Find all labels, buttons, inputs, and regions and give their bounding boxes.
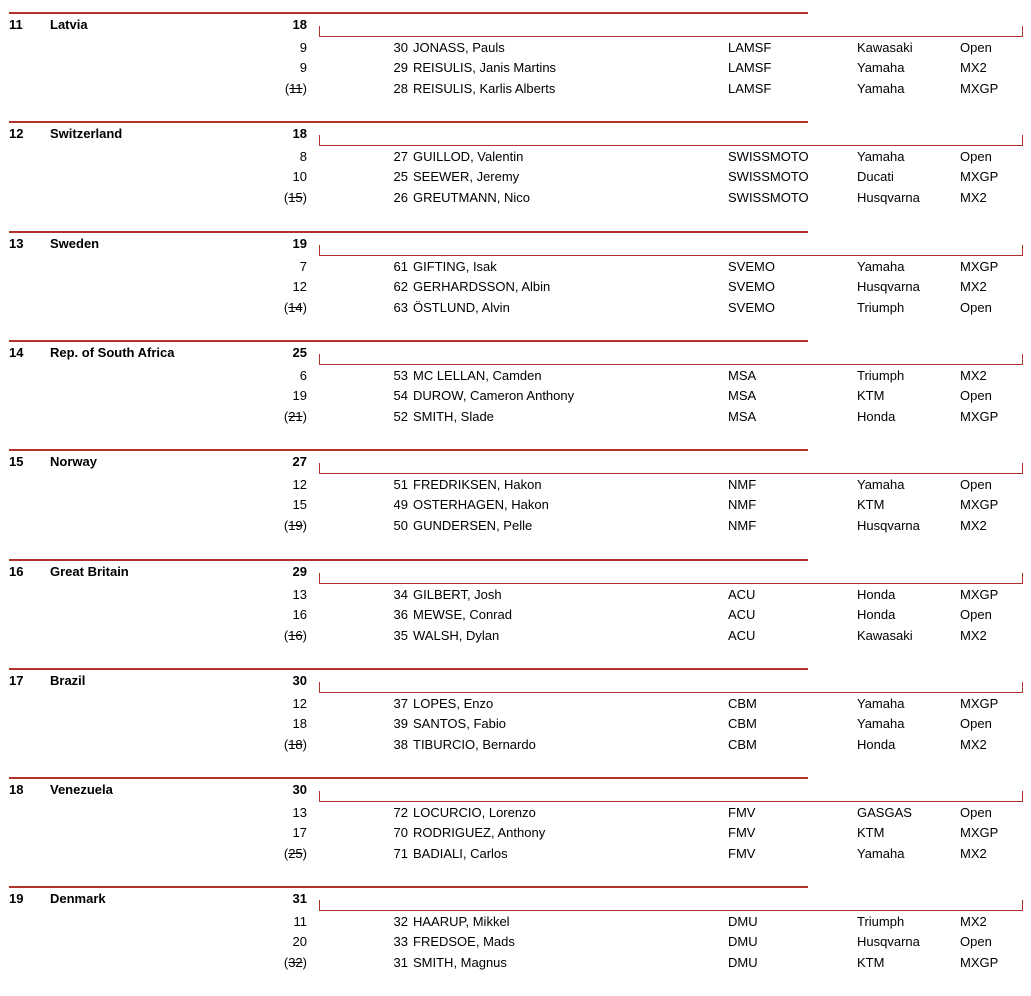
- team-bracket-line: [319, 682, 1023, 693]
- rider-number: 38: [393, 736, 408, 752]
- team-block: [0, 450, 1031, 559]
- rider-federation: LAMSF: [728, 60, 772, 75]
- team-bracket-line: [319, 573, 1023, 584]
- rider-federation: NMF: [728, 497, 757, 513]
- team-divider: [9, 121, 808, 123]
- team-country: Great Britain: [50, 563, 129, 579]
- rider-points: (19): [283, 518, 307, 534]
- rider-name: SMITH, Slade: [413, 408, 494, 424]
- rider-row: [0, 409, 1031, 429]
- team-country: Sweden: [50, 235, 100, 251]
- rider-federation: SWISSMOTO: [728, 169, 809, 185]
- rider-points: 6: [299, 367, 307, 383]
- rider-brand: Honda: [857, 736, 896, 752]
- rider-points: 17: [292, 825, 307, 841]
- rider-name: OSTERHAGEN, Hakon: [413, 497, 549, 513]
- rider-points: (15): [283, 190, 307, 206]
- rider-points: 12: [292, 477, 307, 493]
- rider-brand: Honda: [857, 606, 896, 622]
- rider-federation: NMF: [728, 477, 757, 493]
- team-block: [0, 341, 1031, 450]
- team-total-points: 27: [292, 454, 307, 470]
- team-country: Norway: [50, 454, 97, 470]
- rider-federation: FMV: [728, 805, 756, 821]
- team-bracket-line: [319, 135, 1023, 146]
- rider-points: 7: [299, 258, 307, 274]
- team-country: Brazil: [50, 672, 86, 688]
- rider-name: GIFTING, Isak: [413, 258, 497, 274]
- rider-row: [0, 497, 1031, 517]
- rider-brand: Triumph: [857, 367, 905, 383]
- rider-points: (25): [283, 846, 307, 862]
- rider-class: MXGP: [960, 955, 999, 971]
- rider-federation: SVEMO: [728, 278, 775, 294]
- rider-class: MX2: [960, 518, 987, 534]
- rider-number: 25: [393, 169, 408, 185]
- rider-number: 49: [393, 497, 408, 513]
- rider-federation: CBM: [728, 736, 757, 752]
- rider-points: 16: [292, 606, 307, 622]
- rider-class: Open: [960, 477, 992, 493]
- rider-name: DUROW, Cameron Anthony: [413, 387, 575, 403]
- rider-points: 10: [292, 169, 307, 185]
- team-divider: [9, 668, 808, 670]
- rider-brand: KTM: [857, 497, 885, 513]
- rider-number: 26: [393, 190, 408, 206]
- team-bracket-line: [319, 791, 1023, 802]
- rider-brand: Yamaha: [857, 60, 905, 75]
- rider-class: MX2: [960, 627, 987, 643]
- rider-row: [0, 805, 1031, 825]
- team-total-points: 31: [292, 891, 307, 907]
- rider-class: MXGP: [960, 695, 999, 711]
- team-block: [0, 669, 1031, 778]
- rider-row: [0, 825, 1031, 845]
- rider-row: [0, 60, 1031, 80]
- rider-row: [0, 40, 1031, 60]
- rider-class: MX2: [960, 914, 987, 930]
- team-rank: 19: [9, 891, 24, 907]
- rider-row: [0, 628, 1031, 648]
- rider-name: HAARUP, Mikkel: [413, 914, 510, 930]
- rider-brand: KTM: [857, 387, 885, 403]
- team-country: Switzerland: [50, 126, 123, 142]
- rider-class: Open: [960, 299, 992, 315]
- rider-name: TIBURCIO, Bernardo: [413, 736, 536, 752]
- rider-number: 50: [393, 518, 408, 534]
- rider-federation: DMU: [728, 914, 758, 930]
- rider-points: 8: [299, 149, 307, 165]
- rider-class: MXGP: [960, 586, 999, 602]
- rider-name: GREUTMANN, Nico: [413, 190, 531, 206]
- rider-brand: Yamaha: [857, 477, 905, 493]
- rider-row: [0, 696, 1031, 716]
- team-total-points: 30: [292, 672, 307, 688]
- rider-brand: Yamaha: [857, 715, 905, 731]
- rider-points: 9: [299, 40, 307, 55]
- rider-class: Open: [960, 606, 992, 622]
- team-divider: [9, 777, 808, 779]
- rider-name: WALSH, Dylan: [413, 627, 500, 643]
- team-rank: 14: [9, 344, 24, 360]
- rider-number: 36: [393, 606, 408, 622]
- rider-name: GUNDERSEN, Pelle: [413, 518, 533, 534]
- rider-name: SANTOS, Fabio: [413, 715, 506, 731]
- rider-number: 53: [393, 367, 408, 383]
- rider-row: [0, 368, 1031, 388]
- rider-federation: FMV: [728, 825, 756, 841]
- rider-row: [0, 190, 1031, 210]
- rider-number: 29: [393, 60, 408, 75]
- team-rank: 12: [9, 126, 24, 142]
- rider-class: MX2: [960, 736, 987, 752]
- rider-number: 37: [393, 695, 408, 711]
- rider-federation: ACU: [728, 586, 756, 602]
- team-bracket-line: [319, 463, 1023, 474]
- rider-federation: CBM: [728, 715, 757, 731]
- rider-brand: Husqvarna: [857, 518, 920, 534]
- rider-points: 12: [292, 695, 307, 711]
- rider-row: [0, 300, 1031, 320]
- rider-points: (14): [283, 299, 307, 315]
- team-divider: [9, 886, 808, 888]
- rider-class: Open: [960, 387, 992, 403]
- rider-brand: KTM: [857, 825, 885, 841]
- rider-points: 11: [293, 914, 307, 930]
- rider-brand: Yamaha: [857, 258, 905, 274]
- team-total-points: 19: [292, 235, 307, 251]
- rider-class: MX2: [960, 60, 987, 75]
- rider-number: 62: [393, 278, 408, 294]
- rider-name: FREDRIKSEN, Hakon: [413, 477, 542, 493]
- rider-name: MC LELLAN, Camden: [413, 367, 542, 383]
- rider-brand: Husqvarna: [857, 934, 920, 950]
- rider-number: 71: [393, 846, 408, 862]
- team-bracket-line: [319, 245, 1023, 256]
- rider-row: [0, 81, 1031, 101]
- team-block: [0, 13, 1031, 122]
- team-total-points: 25: [292, 344, 307, 360]
- rider-points: 13: [292, 805, 307, 821]
- rider-number: 61: [393, 258, 408, 274]
- team-block: [0, 778, 1031, 887]
- rider-row: [0, 149, 1031, 169]
- rider-federation: ACU: [728, 627, 756, 643]
- rider-row: [0, 914, 1031, 934]
- rider-class: MXGP: [960, 169, 999, 185]
- rider-name: LOCURCIO, Lorenzo: [413, 805, 536, 821]
- rider-number: 70: [393, 825, 408, 841]
- team-total-points: 30: [292, 782, 307, 798]
- rider-federation: NMF: [728, 518, 757, 534]
- rider-name: SEEWER, Jeremy: [413, 169, 520, 185]
- team-block: [0, 887, 1031, 996]
- rider-federation: SVEMO: [728, 258, 775, 274]
- rider-class: MX2: [960, 846, 987, 862]
- rider-class: MXGP: [960, 825, 999, 841]
- rider-row: [0, 607, 1031, 627]
- team-rank: 16: [9, 563, 24, 579]
- team-country: Rep. of South Africa: [50, 344, 175, 360]
- team-bracket-line: [319, 900, 1023, 911]
- rider-name: JONASS, Pauls: [413, 40, 505, 55]
- rider-number: 72: [393, 805, 408, 821]
- rider-row: [0, 737, 1031, 757]
- rider-class: Open: [960, 934, 992, 950]
- rider-row: [0, 934, 1031, 954]
- rider-federation: MSA: [728, 367, 757, 383]
- rider-points: (16): [283, 627, 307, 643]
- rider-class: Open: [960, 715, 992, 731]
- team-divider: [9, 12, 808, 14]
- team-rank: 13: [9, 235, 24, 251]
- rider-number: 28: [393, 81, 408, 96]
- team-country: Latvia: [50, 17, 88, 32]
- team-rank: 17: [9, 672, 24, 688]
- rider-points: (21): [283, 408, 307, 424]
- rider-brand: Kawasaki: [857, 627, 913, 643]
- team-divider: [9, 231, 808, 233]
- rider-class: MXGP: [960, 81, 999, 96]
- rider-federation: CBM: [728, 695, 757, 711]
- team-rank: 15: [9, 454, 24, 470]
- team-country: Denmark: [50, 891, 106, 907]
- rider-points: 19: [292, 387, 307, 403]
- rider-number: 51: [393, 477, 408, 493]
- rider-number: 52: [393, 408, 408, 424]
- rider-row: [0, 388, 1031, 408]
- rider-federation: DMU: [728, 934, 758, 950]
- rider-row: [0, 477, 1031, 497]
- rider-number: 63: [393, 299, 408, 315]
- rider-name: MEWSE, Conrad: [413, 606, 512, 622]
- rider-class: MX2: [960, 278, 987, 294]
- rider-row: [0, 846, 1031, 866]
- rider-name: REISULIS, Karlis Alberts: [413, 81, 556, 96]
- rider-brand: KTM: [857, 955, 885, 971]
- rider-class: MX2: [960, 190, 987, 206]
- team-bracket-line: [319, 26, 1023, 37]
- rider-brand: Honda: [857, 586, 896, 602]
- rider-federation: SVEMO: [728, 299, 775, 315]
- rider-federation: FMV: [728, 846, 756, 862]
- rider-row: [0, 587, 1031, 607]
- rider-federation: DMU: [728, 955, 758, 971]
- team-divider: [9, 559, 808, 561]
- rider-name: GUILLOD, Valentin: [413, 149, 524, 165]
- team-divider: [9, 340, 808, 342]
- rider-federation: ACU: [728, 606, 756, 622]
- team-block: [0, 560, 1031, 669]
- rider-name: BADIALI, Carlos: [413, 846, 508, 862]
- rider-brand: Yamaha: [857, 149, 905, 165]
- team-total-points: 18: [292, 17, 307, 32]
- rider-federation: SWISSMOTO: [728, 149, 809, 165]
- rider-points: 20: [292, 934, 307, 950]
- rider-class: Open: [960, 40, 992, 55]
- rider-brand: Kawasaki: [857, 40, 913, 55]
- rider-number: 27: [393, 149, 408, 165]
- rider-name: GERHARDSSON, Albin: [413, 278, 551, 294]
- rider-brand: Ducati: [857, 169, 894, 185]
- rider-number: 33: [393, 934, 408, 950]
- team-divider: [9, 449, 808, 451]
- rider-row: [0, 955, 1031, 975]
- rider-class: Open: [960, 149, 992, 165]
- rider-row: [0, 518, 1031, 538]
- team-rank: 11: [9, 17, 23, 32]
- rider-federation: SWISSMOTO: [728, 190, 809, 206]
- rider-row: [0, 259, 1031, 279]
- rider-points: 18: [292, 715, 307, 731]
- rider-name: GILBERT, Josh: [413, 586, 502, 602]
- rider-brand: Husqvarna: [857, 278, 920, 294]
- rider-row: [0, 279, 1031, 299]
- rider-brand: Honda: [857, 408, 896, 424]
- rider-points: (18): [283, 736, 307, 752]
- team-block: [0, 122, 1031, 231]
- rider-points: 9: [299, 60, 307, 75]
- rider-number: 35: [393, 627, 408, 643]
- rider-brand: Yamaha: [857, 846, 905, 862]
- rider-points: (32): [283, 955, 307, 971]
- rider-class: MXGP: [960, 258, 999, 274]
- rider-name: ÖSTLUND, Alvin: [413, 299, 510, 315]
- rider-federation: LAMSF: [728, 81, 772, 96]
- rider-row: [0, 716, 1031, 736]
- team-country: Venezuela: [50, 782, 113, 798]
- rider-number: 54: [393, 387, 408, 403]
- rider-points: 13: [292, 586, 307, 602]
- rider-name: REISULIS, Janis Martins: [413, 60, 557, 75]
- rider-name: SMITH, Magnus: [413, 955, 507, 971]
- team-bracket-line: [319, 354, 1023, 365]
- rider-federation: MSA: [728, 408, 757, 424]
- team-rank: 18: [9, 782, 24, 798]
- rider-points: 12: [292, 278, 307, 294]
- rider-name: LOPES, Enzo: [413, 695, 494, 711]
- rider-brand: Triumph: [857, 299, 905, 315]
- rider-points: (11): [284, 81, 307, 96]
- rider-name: RODRIGUEZ, Anthony: [413, 825, 546, 841]
- rider-brand: GASGAS: [857, 805, 912, 821]
- rider-number: 34: [393, 586, 408, 602]
- rider-class: MXGP: [960, 408, 999, 424]
- rider-class: MXGP: [960, 497, 999, 513]
- rider-brand: Yamaha: [857, 81, 905, 96]
- rider-brand: Triumph: [857, 914, 905, 930]
- rider-brand: Yamaha: [857, 695, 905, 711]
- rider-number: 30: [393, 40, 408, 55]
- team-total-points: 29: [292, 563, 307, 579]
- rider-number: 31: [393, 955, 408, 971]
- rider-federation: LAMSF: [728, 40, 772, 55]
- rider-points: 15: [292, 497, 307, 513]
- rider-name: FREDSOE, Mads: [413, 934, 515, 950]
- rider-class: Open: [960, 805, 992, 821]
- rider-federation: MSA: [728, 387, 757, 403]
- team-total-points: 18: [292, 126, 307, 142]
- team-block: [0, 232, 1031, 341]
- rider-number: 32: [393, 914, 408, 930]
- rider-row: [0, 169, 1031, 189]
- rider-class: MX2: [960, 367, 987, 383]
- rider-brand: Husqvarna: [857, 190, 920, 206]
- rider-number: 39: [393, 715, 408, 731]
